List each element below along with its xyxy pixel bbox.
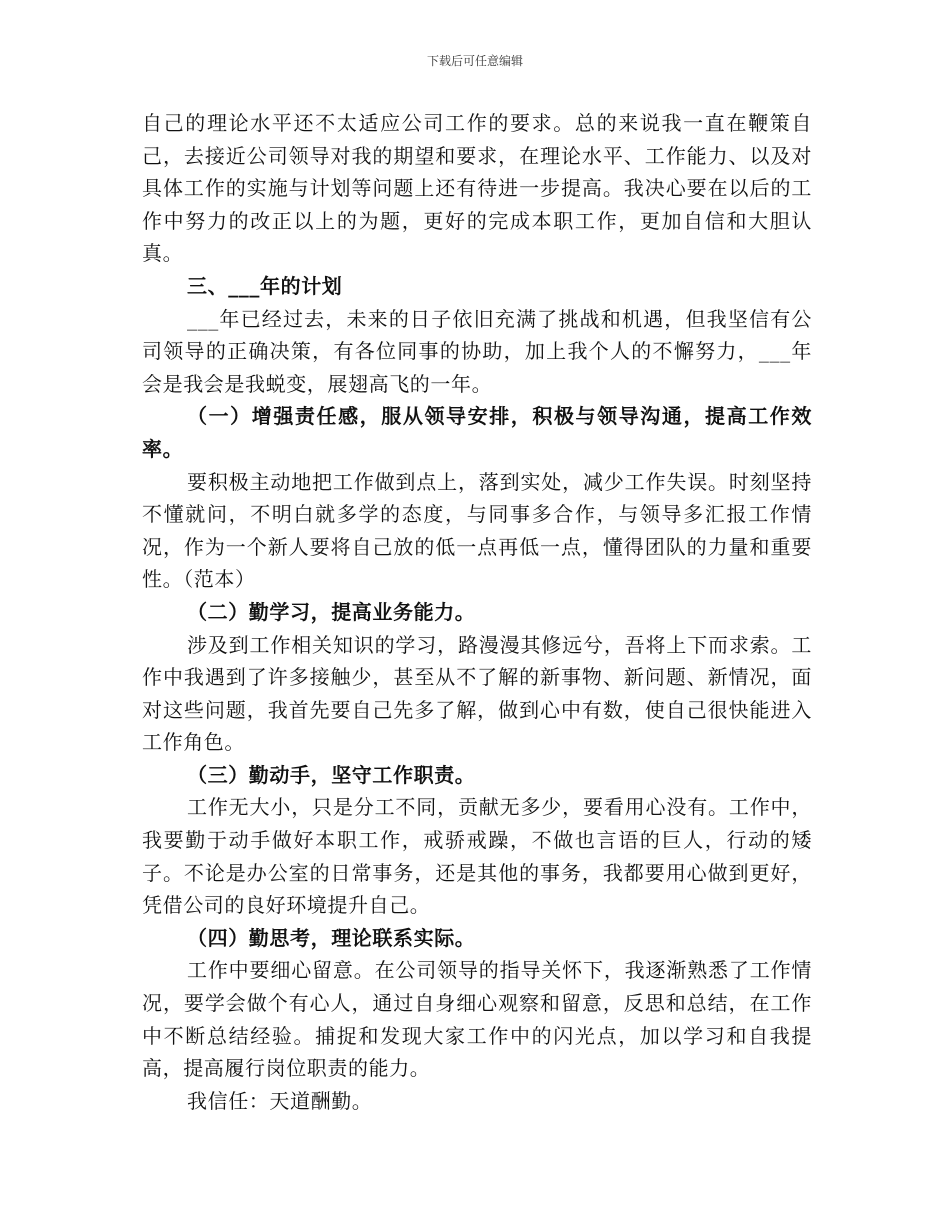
section-heading-plan: 三、___年的计划 <box>187 273 343 298</box>
paragraph-3: 工作无大小，只是分工不同，贡献无多少，要看用心没有。工作中，我要勤于动手做好本职工作，戒骄戒躁，不做也言语的巨人，行动的矮子。不论是办公室的日常事务，还是其他的事务，我都要用心做到更好，凭借公司的良好环境提升自己。 <box>142 795 812 918</box>
closing-line: 我信任：天道酬勤。 <box>187 1088 373 1113</box>
subheading-1: （一）增强责任感，服从领导安排，积极与领导沟通，提高工作效率。 <box>142 404 812 461</box>
paragraph-plan-intro: ___年已经过去，未来的日子依旧充满了挑战和机遇，但我坚信有公司领导的正确决策，有各位同事的协助，加上我个人的不懈努力，___年会是我会是我蜕变，展翅高飞的一年。 <box>142 306 812 396</box>
subheading-2: （二）勤学习，提高业务能力。 <box>187 599 476 624</box>
subheading-3: （三）勤动手，坚守工作职责。 <box>187 762 476 787</box>
document-body <box>142 107 812 1117</box>
paragraph-continued: 自己的理论水平还不太适应公司工作的要求。总的来说我一直在鞭策自己，去接近公司领导对我的期望和要求，在理论水平、工作能力、以及对具体工作的实施与计划等问题上还有待进一步提高。我决心要在以后的工作中努力的改正以上的为题，更好的完成本职工作，更加自信和大胆认真。 <box>142 111 812 266</box>
page-header: 下载后可任意编辑 <box>426 54 523 68</box>
paragraph-4: 工作中要细心留意。在公司领导的指导关怀下，我逐渐熟悉了工作情况，要学会做个有心人，通过自身细心观察和留意，反思和总结，在工作中不断总结经验。捕捉和发现大家工作中的闪光点，加以学习和自我提高，提高履行岗位职责的能力。 <box>142 958 812 1081</box>
paragraph-2: 涉及到工作相关知识的学习，路漫漫其修远兮，吾将上下而求索。工作中我遇到了许多接触少，甚至从不了解的新事物、新问题、新情况，面对这些问题，我首先要自己先多了解，做到心中有数，使自己很快能进入工作角色。 <box>142 632 812 755</box>
paragraph-1: 要积极主动地把工作做到点上，落到实处，减少工作失误。时刻坚持不懂就问，不明白就多学的态度，与同事多合作，与领导多汇报工作情况，作为一个新人要将自己放的低一点再低一点，懂得团队的力量和重要性。（范本） <box>142 469 812 592</box>
subheading-4: （四）勤思考，理论联系实际。 <box>187 925 476 950</box>
